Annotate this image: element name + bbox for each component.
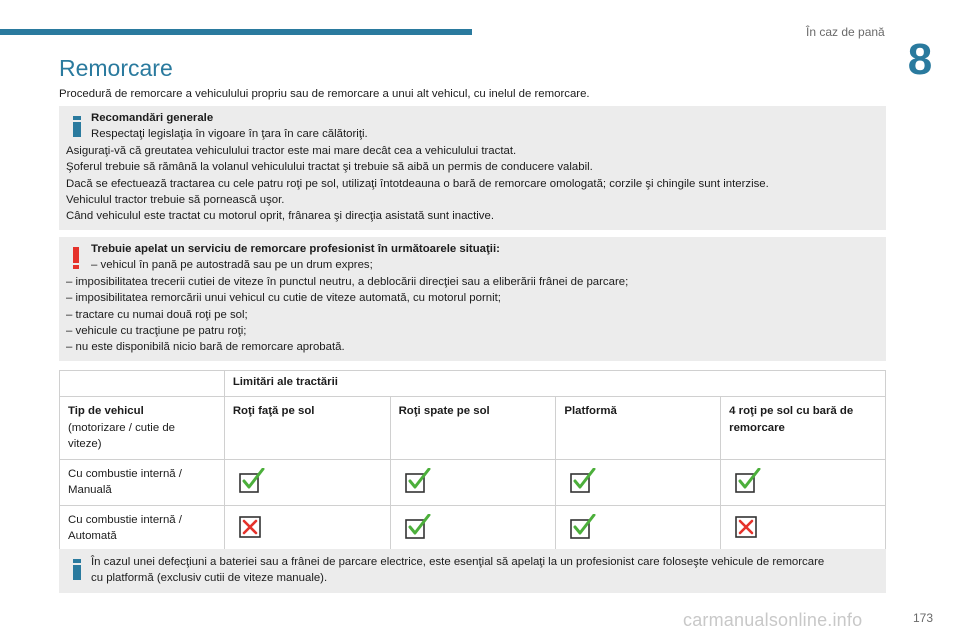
info-box-general [59, 106, 886, 230]
table-row [60, 459, 886, 505]
info-heading: Recomandări generale [91, 112, 214, 124]
check-icon [405, 468, 431, 494]
info-line: Respectaţi legislaţia în vigoare în ţara în care călătoriţi. [91, 128, 368, 141]
chapter-number: 8 [907, 35, 933, 84]
warning-heading: Trebuie apelat un serviciu de remorcare profesionist în următoarele situaţii: [91, 243, 500, 255]
status-cell [556, 459, 721, 505]
row-label-line: Cu combustie internă / [68, 513, 182, 526]
check-icon [405, 514, 431, 540]
status-cell [224, 459, 390, 505]
status-cell [721, 459, 886, 505]
check-icon [570, 468, 596, 494]
vehicle-type-sub: (motorizare / cutie de [68, 421, 175, 434]
row-label [60, 459, 225, 505]
bottom-info-line: În cazul unei defecţiuni a bateriei sau a frânei de parcare electrice, este esenţial să apelaţi la un profesionist care foloseşte vehicule de remorcare [91, 556, 825, 568]
info-line: Şoferul trebuie să rămână la volanul vehiculului tractat şi trebuie să aibă un permis de conducere valabil. [66, 161, 593, 174]
header-accent-bar [0, 29, 472, 35]
intro-text: Procedură de remorcare a vehiculului propriu sau de remorcare a unui alt vehicul, cu inelul de remorcare. [59, 88, 590, 100]
column-header: Platformă [556, 397, 721, 459]
status-cell [721, 505, 886, 551]
towing-limits-table [59, 370, 886, 552]
info-icon [73, 116, 81, 137]
status-cell [224, 505, 390, 551]
cross-icon [239, 516, 261, 538]
warning-item: – vehicul în pană pe autostradă sau pe un drum expres; [91, 259, 373, 272]
info-box-battery [59, 549, 886, 593]
warning-box [59, 237, 886, 361]
warning-item: – imposibilitatea trecerii cutiei de viteze în punctul neutru, a deblocării direcţiei sau a eliberării frânei de parcare; [66, 275, 629, 288]
table-row [60, 505, 886, 551]
info-line: Dacă se efectuează tractarea cu cele patru roţi pe sol, utilizaţi întotdeauna o bară de remorcare omologată; corzile şi chingile sunt interzise. [66, 177, 769, 190]
section-title: În caz de pană [806, 25, 885, 39]
column-header: Roţi faţă pe sol [224, 397, 390, 459]
row-label-line: Cu combustie internă / [68, 467, 182, 480]
status-cell [390, 459, 556, 505]
vehicle-type-title: Tip de vehicul [68, 405, 144, 418]
status-cell [556, 505, 721, 551]
check-icon [239, 468, 265, 494]
cross-icon [735, 516, 757, 538]
warning-item: – tractare cu numai două roţi pe sol; [66, 308, 248, 321]
table-group-header-row [60, 371, 886, 397]
info-line: Când vehiculul este tractat cu motorul oprit, frânarea şi direcţia asistată sunt inactive. [66, 210, 494, 223]
info-line: Vehiculul tractor trebuie să pornească uşor. [66, 194, 285, 207]
table-group-header: Limitări ale tractării [224, 371, 885, 397]
warning-item: – imposibilitatea remorcării unui vehicul cu cutie de viteze automată, cu motorul pornit; [66, 292, 501, 305]
table-header-row [60, 397, 886, 459]
check-icon [570, 514, 596, 540]
vehicle-type-sub: viteze) [68, 438, 102, 451]
row-label [60, 505, 225, 551]
warning-item: – vehicule cu tracţiune pe patru roţi; [66, 325, 247, 338]
vehicle-type-header [60, 397, 225, 459]
status-cell [390, 505, 556, 551]
watermark: carmanualsonline.info [683, 610, 863, 630]
column-header: Roţi spate pe sol [390, 397, 556, 459]
column-header: 4 roţi pe sol cu bară de remorcare [721, 397, 886, 459]
row-label-line: Automată [68, 530, 117, 543]
warning-item: – nu este disponibilă nicio bară de remorcare aprobată. [66, 341, 345, 354]
bottom-info-line: cu platformă (exclusiv cutii de viteze manuale). [91, 572, 328, 585]
warning-icon [73, 247, 79, 269]
table-empty-cell [60, 371, 225, 397]
row-label-line: Manuală [68, 484, 112, 497]
info-line: Asiguraţi-vă că greutatea vehiculului tractor este mai mare decât cea a vehiculului tractat. [66, 144, 517, 157]
page-title: Remorcare [59, 55, 173, 81]
page-number: 173 [913, 611, 934, 625]
info-icon [73, 559, 81, 580]
check-icon [735, 468, 761, 494]
